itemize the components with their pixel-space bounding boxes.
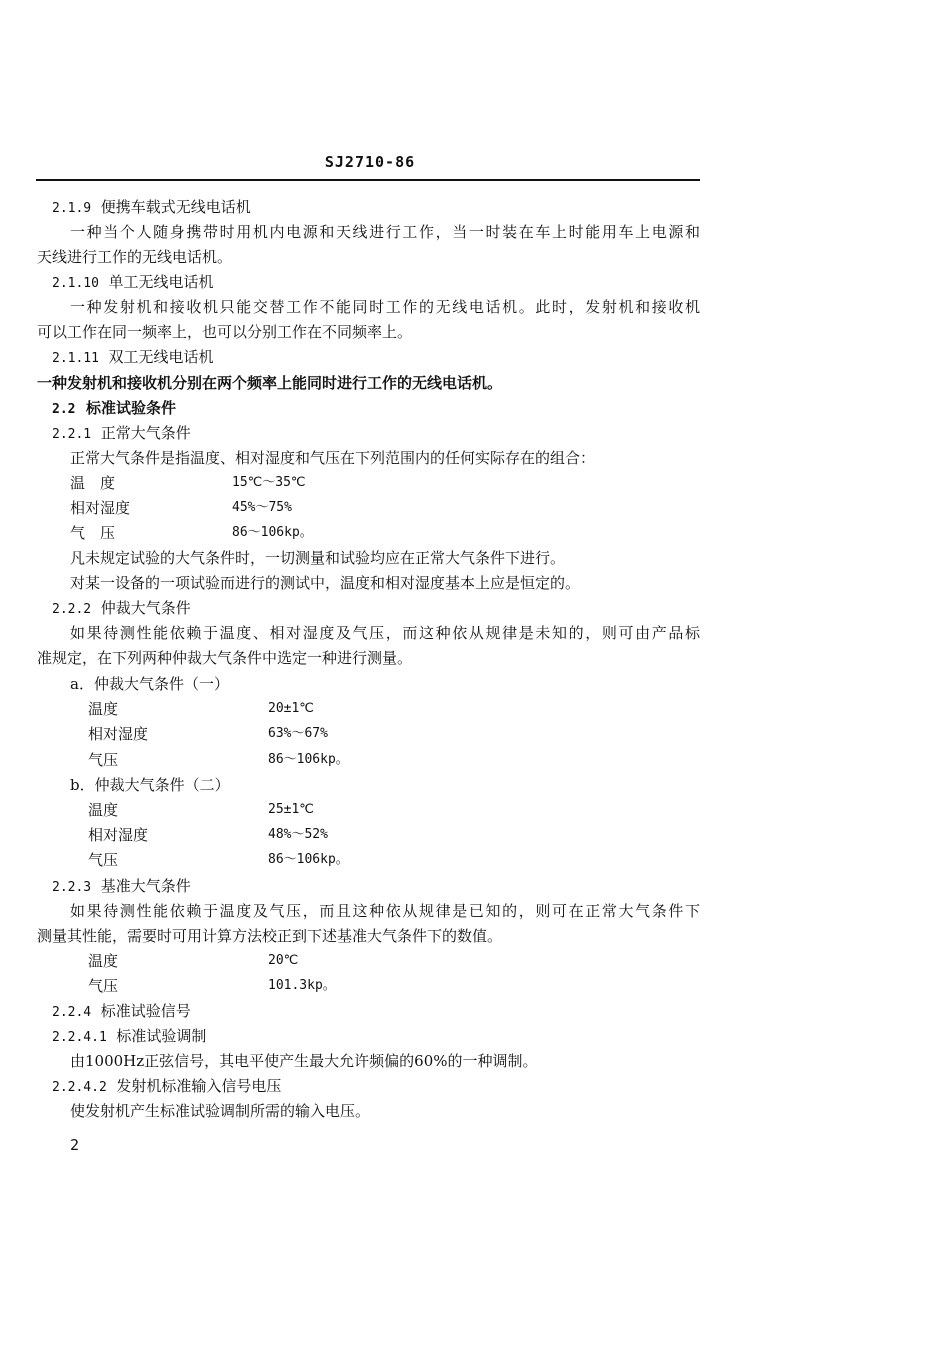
section-number: 2.2.4 [52, 1005, 92, 1020]
subheading-arbitration-a: a．仲裁大气条件（一） [70, 675, 229, 693]
section-title: 标准试验条件 [85, 399, 176, 417]
section-title: 基准大气条件 [100, 877, 191, 895]
section-number: 2.1.10 [52, 276, 99, 291]
condition-value: 20±1℃ [268, 701, 314, 716]
section-title: 仲裁大气条件 [100, 599, 191, 617]
section-heading-2-1-9 [52, 196, 251, 220]
section-number: 2.2 [52, 402, 76, 417]
paragraph-line: 一种发射机和接收机只能交替工作不能同时工作的无线电话机。此时，发射机和接收机 [70, 298, 700, 316]
section-number: 2.2.3 [52, 880, 92, 895]
header-divider [36, 179, 700, 181]
condition-label: 相对湿度 [88, 826, 149, 844]
condition-label: 温 度 [70, 474, 116, 492]
condition-value: 86～106kp。 [268, 752, 349, 767]
condition-label: 相对湿度 [88, 725, 149, 743]
paragraph-line: 由1000Hz正弦信号，其电平使产生最大允许频偏的60%的一种调制。 [70, 1052, 538, 1070]
paragraph-line: 如果待测性能依赖于温度、相对湿度及气压，而这种依从规律是未知的，则可由产品标 [70, 624, 700, 642]
condition-value: 45%～75% [232, 500, 292, 515]
condition-value: 86～106kp。 [232, 525, 313, 540]
paragraph-line: 测量其性能，需要时可用计算方法校正到下述基准大气条件下的数值。 [37, 927, 503, 945]
condition-value: 86～106kp。 [268, 852, 349, 867]
condition-label: 温度 [88, 801, 119, 819]
paragraph-line: 准规定，在下列两种仲裁大气条件中选定一种进行测量。 [37, 649, 413, 667]
section-number: 2.1.9 [52, 201, 92, 216]
condition-value: 48%～52% [268, 827, 328, 842]
condition-label: 气压 [88, 851, 119, 869]
paragraph-line: 可以工作在同一频率上，也可以分别工作在不同频率上。 [37, 323, 413, 341]
section-number: 2.1.11 [52, 351, 99, 366]
condition-label: 温度 [88, 700, 119, 718]
condition-value: 101.3kp。 [268, 978, 336, 993]
paragraph-line: 凡未规定试验的大气条件时，一切测量和试验均应在正常大气条件下进行。 [70, 549, 566, 567]
condition-label: 气压 [88, 751, 119, 769]
paragraph-line: 天线进行工作的无线电话机。 [37, 248, 233, 266]
condition-label: 气 压 [70, 524, 116, 542]
section-title: 便携车载式无线电话机 [100, 198, 251, 216]
section-number: 2.2.1 [52, 427, 92, 442]
paragraph-line: 如果待测性能依赖于温度及气压，而且这种依从规律是已知的，则可在正常大气条件下 [70, 902, 700, 920]
page-number: 2 [70, 1136, 80, 1154]
section-number: 2.2.4.1 [52, 1030, 107, 1045]
subheading-arbitration-b: b．仲裁大气条件（二） [70, 776, 230, 794]
section-heading-2-2-4-1 [52, 1025, 206, 1049]
paragraph-line: 对某一设备的一项试验而进行的测试中，温度和相对湿度基本上应是恒定的。 [70, 574, 581, 592]
condition-label: 温度 [88, 952, 119, 970]
section-heading-2-1-11 [52, 346, 214, 370]
condition-value: 15℃～35℃ [232, 475, 306, 490]
section-heading-2-2 [52, 397, 176, 421]
condition-value: 63%～67% [268, 726, 328, 741]
condition-label: 相对湿度 [70, 499, 131, 517]
section-heading-2-2-4 [52, 1000, 191, 1024]
condition-value: 20℃ [268, 953, 299, 968]
section-heading-2-2-1 [52, 422, 191, 446]
section-title: 标准试验信号 [100, 1002, 191, 1020]
paragraph-line: 使发射机产生标准试验调制所需的输入电压。 [70, 1102, 371, 1120]
section-heading-2-1-10 [52, 271, 214, 295]
section-heading-2-2-3 [52, 875, 191, 899]
section-title: 标准试验调制 [116, 1027, 207, 1045]
section-title: 正常大气条件 [100, 424, 191, 442]
paragraph-line: 正常大气条件是指温度、相对湿度和气压在下列范围内的任何实际存在的组合： [70, 449, 596, 467]
section-title: 单工无线电话机 [108, 273, 214, 291]
section-number: 2.2.2 [52, 602, 92, 617]
document-code: SJ2710-86 [324, 153, 416, 171]
paragraph-line: 一种发射机和接收机分别在两个频率上能同时进行工作的无线电话机。 [37, 374, 503, 392]
section-heading-2-2-4-2 [52, 1075, 281, 1099]
section-title: 发射机标准输入信号电压 [116, 1077, 282, 1095]
section-title: 双工无线电话机 [108, 348, 214, 366]
section-number: 2.2.4.2 [52, 1080, 107, 1095]
condition-value: 25±1℃ [268, 802, 314, 817]
paragraph-line: 一种当个人随身携带时用机内电源和天线进行工作，当一时装在车上时能用车上电源和 [70, 223, 700, 241]
condition-label: 气压 [88, 977, 119, 995]
section-heading-2-2-2 [52, 597, 191, 621]
